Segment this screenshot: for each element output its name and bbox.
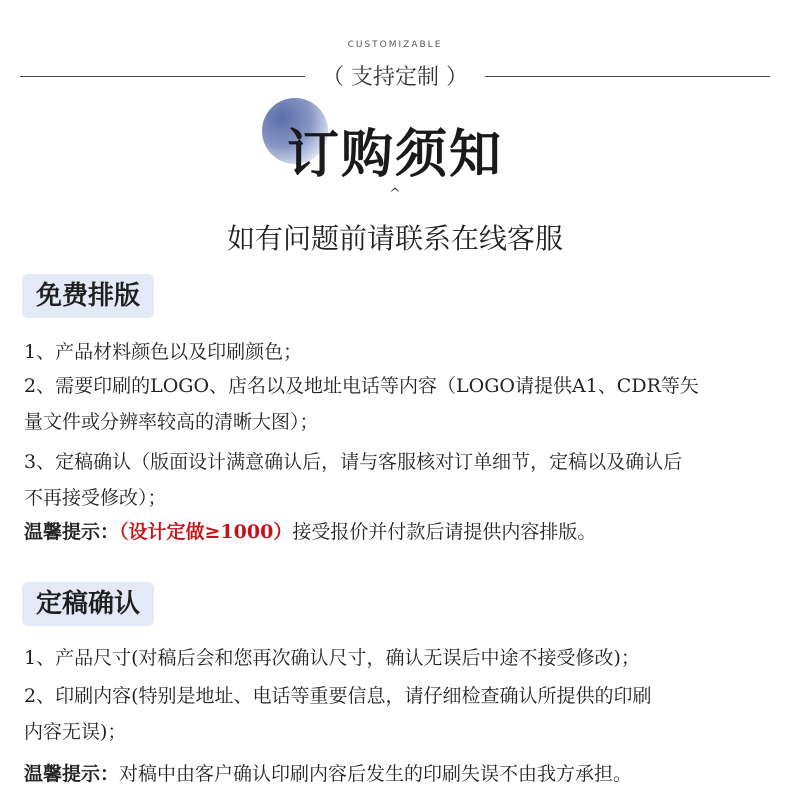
page-title: 订购须知 (286, 124, 503, 185)
section-label-final-confirm: 定稿确认 (22, 582, 154, 626)
header-divider-left (20, 76, 305, 77)
hint-text: 接受报价并付款后请提供内容排版。 (292, 521, 597, 543)
caret-icon: ^ (389, 186, 401, 202)
customizable-label: CUSTOMIZABLE (347, 40, 443, 50)
hint-label: 温馨提示： (24, 763, 120, 785)
free-layout-line-1: 1、产品材料颜色以及印刷颜色； (24, 341, 303, 363)
free-layout-line-4: 3、定稿确认（版面设计满意确认后，请与客服核对订单细节，定稿以及确认后 (24, 451, 683, 473)
free-layout-line-5: 不再接受修改）； (24, 487, 167, 509)
final-confirm-line-1: 1、产品尺寸(对稿后会和您再次确认尺寸，确认无误后中途不接受修改)； (24, 647, 640, 669)
customizable-subtitle: （ 支持定制 ） (322, 65, 468, 90)
hint-highlight: （设计定做≥1000） (119, 521, 293, 543)
hint-text: 对稿中由客户确认印刷内容后发生的印刷失误不由我方承担。 (119, 763, 633, 785)
final-confirm-hint (24, 762, 770, 786)
final-confirm-line-3: 内容无误)； (24, 721, 127, 743)
final-confirm-line-2: 2、印刷内容(特别是地址、电话等重要信息，请仔细检查确认所提供的印刷 (24, 685, 652, 707)
section-label-free-layout: 免费排版 (22, 274, 154, 318)
header-divider-right (485, 76, 770, 77)
hint-label: 温馨提示： (24, 521, 120, 543)
contact-notice: 如有问题前请联系在线客服 (226, 222, 563, 255)
free-layout-line-3: 量文件或分辨率较高的清晰大图）； (24, 411, 319, 433)
free-layout-line-2: 2、需要印刷的LOGO、店名以及地址电话等内容（LOGO请提供A1、CDR等矢 (24, 375, 699, 397)
free-layout-hint (24, 520, 770, 544)
